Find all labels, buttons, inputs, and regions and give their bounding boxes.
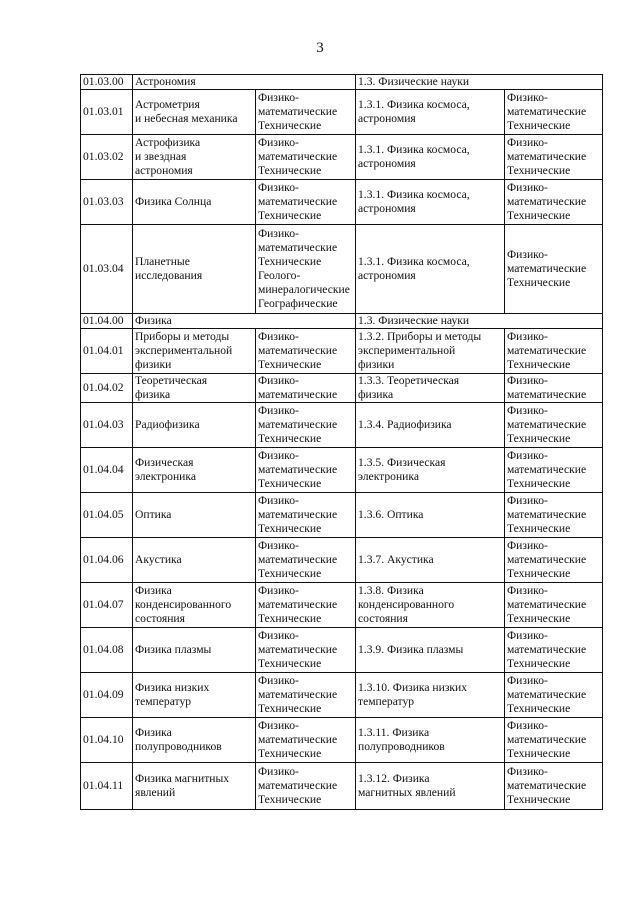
cell-group-name: Астрономия — [133, 75, 356, 90]
cell-direction: 1.3.3. Теоретическая физика — [356, 374, 505, 403]
table-row — [81, 718, 603, 763]
cell-direction: 1.3. Физические науки — [356, 314, 603, 329]
cell-direction: 1.3.2. Приборы и методы экспериментальной физики — [356, 329, 505, 374]
cell-name: Физика полупроводников — [133, 718, 256, 763]
cell-name: Физика плазмы — [133, 628, 256, 673]
cell-direction: 1.3.1. Физика космоса, астрономия — [356, 90, 505, 135]
table-row — [81, 628, 603, 673]
cell-code: 01.03.02 — [81, 135, 133, 180]
cell-code: 01.04.05 — [81, 493, 133, 538]
cell-branches-new: Физико- математические — [505, 374, 603, 403]
cell-name: Планетные исследования — [133, 225, 256, 314]
cell-name: Физика конденсированного состояния — [133, 583, 256, 628]
cell-branches-new: Физико- математические Технические — [505, 225, 603, 314]
cell-branches-new: Физико- математические Технические — [505, 538, 603, 583]
cell-code: 01.03.04 — [81, 225, 133, 314]
table-row — [81, 374, 603, 403]
cell-name: Астрометрия и небесная механика — [133, 90, 256, 135]
table-row — [81, 493, 603, 538]
cell-code: 01.04.00 — [81, 314, 133, 329]
cell-branches: Физико- математические Технические — [256, 448, 356, 493]
cell-branches: Физико- математические Технические — [256, 403, 356, 448]
cell-code: 01.04.02 — [81, 374, 133, 403]
cell-group-name: Физика — [133, 314, 356, 329]
cell-direction: 1.3.1. Физика космоса, астрономия — [356, 180, 505, 225]
cell-branches-new: Физико- математические Технические — [505, 448, 603, 493]
cell-branches-new: Физико- математические Технические — [505, 628, 603, 673]
cell-name: Физическая электроника — [133, 448, 256, 493]
table-group-row — [81, 75, 603, 90]
cell-name: Физика Солнца — [133, 180, 256, 225]
cell-branches: Физико- математические Технические — [256, 538, 356, 583]
table-row — [81, 673, 603, 718]
cell-direction: 1.3.7. Акустика — [356, 538, 505, 583]
cell-branches: Физико- математические Технические — [256, 673, 356, 718]
cell-branches: Физико- математические Технические — [256, 180, 356, 225]
page-number: 3 — [316, 40, 324, 56]
cell-name: Астрофизика и звездная астрономия — [133, 135, 256, 180]
cell-branches-new: Физико- математические Технические — [505, 180, 603, 225]
cell-code: 01.04.06 — [81, 538, 133, 583]
cell-direction: 1.3.12. Физика магнитных явлений — [356, 763, 505, 810]
cell-branches: Физико- математические Технические — [256, 135, 356, 180]
cell-code: 01.04.10 — [81, 718, 133, 763]
cell-branches: Физико- математические Технические — [256, 90, 356, 135]
cell-branches-new: Физико- математические Технические — [505, 583, 603, 628]
table-row — [81, 225, 603, 314]
cell-name: Радиофизика — [133, 403, 256, 448]
cell-name: Физика магнитных явлений — [133, 763, 256, 810]
table-row — [81, 583, 603, 628]
table-group-row — [81, 314, 603, 329]
cell-branches-new: Физико- математические Технические — [505, 493, 603, 538]
cell-branches-new: Физико- математические Технические — [505, 329, 603, 374]
cell-branches-new: Физико- математические Технические — [505, 90, 603, 135]
table-row — [81, 403, 603, 448]
cell-name: Приборы и методы экспериментальной физики — [133, 329, 256, 374]
cell-code: 01.04.11 — [81, 763, 133, 810]
cell-direction: 1.3.1. Физика космоса, астрономия — [356, 225, 505, 314]
specialties-table-body — [81, 75, 603, 810]
cell-code: 01.04.09 — [81, 673, 133, 718]
cell-code: 01.03.01 — [81, 90, 133, 135]
cell-code: 01.04.08 — [81, 628, 133, 673]
cell-branches-new: Физико- математические Технические — [505, 673, 603, 718]
cell-code: 01.04.03 — [81, 403, 133, 448]
cell-direction: 1.3.5. Физическая электроника — [356, 448, 505, 493]
cell-branches: Физико- математические Технические — [256, 718, 356, 763]
cell-branches: Физико- математические Технические — [256, 583, 356, 628]
cell-direction: 1.3.11. Физика полупроводников — [356, 718, 505, 763]
cell-code: 01.03.03 — [81, 180, 133, 225]
cell-branches-new: Физико- математические Технические — [505, 763, 603, 810]
cell-direction: 1.3.1. Физика космоса, астрономия — [356, 135, 505, 180]
cell-name: Физика низких температур — [133, 673, 256, 718]
table-row — [81, 448, 603, 493]
table-row — [81, 90, 603, 135]
specialties-table — [80, 74, 603, 810]
cell-name: Акустика — [133, 538, 256, 583]
cell-branches: Физико- математические Технические — [256, 493, 356, 538]
cell-code: 01.04.04 — [81, 448, 133, 493]
cell-branches: Физико- математические — [256, 374, 356, 403]
table-row — [81, 135, 603, 180]
cell-direction: 1.3.9. Физика плазмы — [356, 628, 505, 673]
cell-branches: Физико- математические Технические Геолого- минералогические Географические — [256, 225, 356, 314]
cell-direction: 1.3.4. Радиофизика — [356, 403, 505, 448]
table-row — [81, 180, 603, 225]
cell-code: 01.04.01 — [81, 329, 133, 374]
cell-direction: 1.3.6. Оптика — [356, 493, 505, 538]
cell-name: Оптика — [133, 493, 256, 538]
cell-branches-new: Физико- математические Технические — [505, 403, 603, 448]
table-row — [81, 538, 603, 583]
cell-direction: 1.3.10. Физика низких температур — [356, 673, 505, 718]
cell-branches-new: Физико- математические Технические — [505, 135, 603, 180]
cell-branches: Физико- математические Технические — [256, 763, 356, 810]
cell-branches: Физико- математические Технические — [256, 628, 356, 673]
cell-direction: 1.3. Физические науки — [356, 75, 603, 90]
cell-name: Теоретическая физика — [133, 374, 256, 403]
cell-code: 01.03.00 — [81, 75, 133, 90]
cell-branches: Физико- математические Технические — [256, 329, 356, 374]
table-row — [81, 763, 603, 810]
cell-branches-new: Физико- математические Технические — [505, 718, 603, 763]
table-row — [81, 329, 603, 374]
cell-code: 01.04.07 — [81, 583, 133, 628]
cell-direction: 1.3.8. Физика конденсированного состояния — [356, 583, 505, 628]
